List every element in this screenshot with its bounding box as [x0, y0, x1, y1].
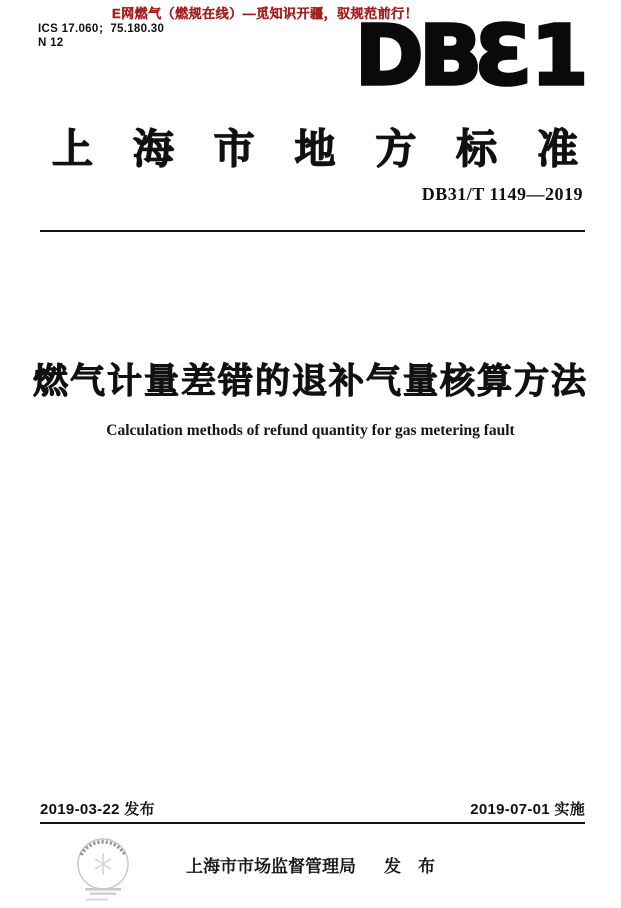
standard-type-char: 方 — [375, 126, 417, 172]
class-code: N 12 — [38, 36, 64, 49]
standard-type-char: 海 — [132, 126, 174, 172]
standard-type-title — [52, 116, 578, 175]
standard-type-char: 上 — [52, 126, 93, 172]
standard-number: DB31/T 1149—2019 — [421, 184, 583, 204]
footer-divider-line — [40, 822, 585, 824]
watermark-text: E网燃气（燃规在线）—觅知识开疆，驭规范前行！ — [112, 6, 419, 21]
ics-code: ICS 17.060；75.180.30 — [38, 23, 165, 35]
standard-type-char: 标 — [456, 126, 498, 172]
dates-row — [40, 798, 585, 819]
implementation-date: 2019-07-01 实施 — [470, 801, 585, 818]
logo-digit-1: 1 — [530, 9, 584, 104]
logo-letter-b: B — [419, 9, 478, 104]
document-title-en: Calculation methods of refund quantity for gas metering fault — [106, 422, 515, 439]
document-title-cn: 燃气计量差错的退补气量核算方法 — [32, 362, 588, 401]
logo-digit-3-mirrored: 3 — [477, 9, 531, 104]
logo-letter-d: D — [355, 9, 420, 104]
standard-type-char: 地 — [294, 126, 336, 172]
header-divider-line — [40, 230, 585, 232]
standard-type-char: 准 — [536, 126, 578, 172]
ics-block — [38, 23, 164, 50]
publish-label: 发 布 — [384, 857, 435, 876]
issue-date: 2019-03-22 发布 — [40, 801, 155, 818]
publisher-name: 上海市市场监督管理局 — [186, 857, 356, 876]
db31-logo — [352, 9, 584, 104]
standard-type-char: 市 — [213, 126, 255, 172]
publisher-row — [0, 852, 621, 877]
